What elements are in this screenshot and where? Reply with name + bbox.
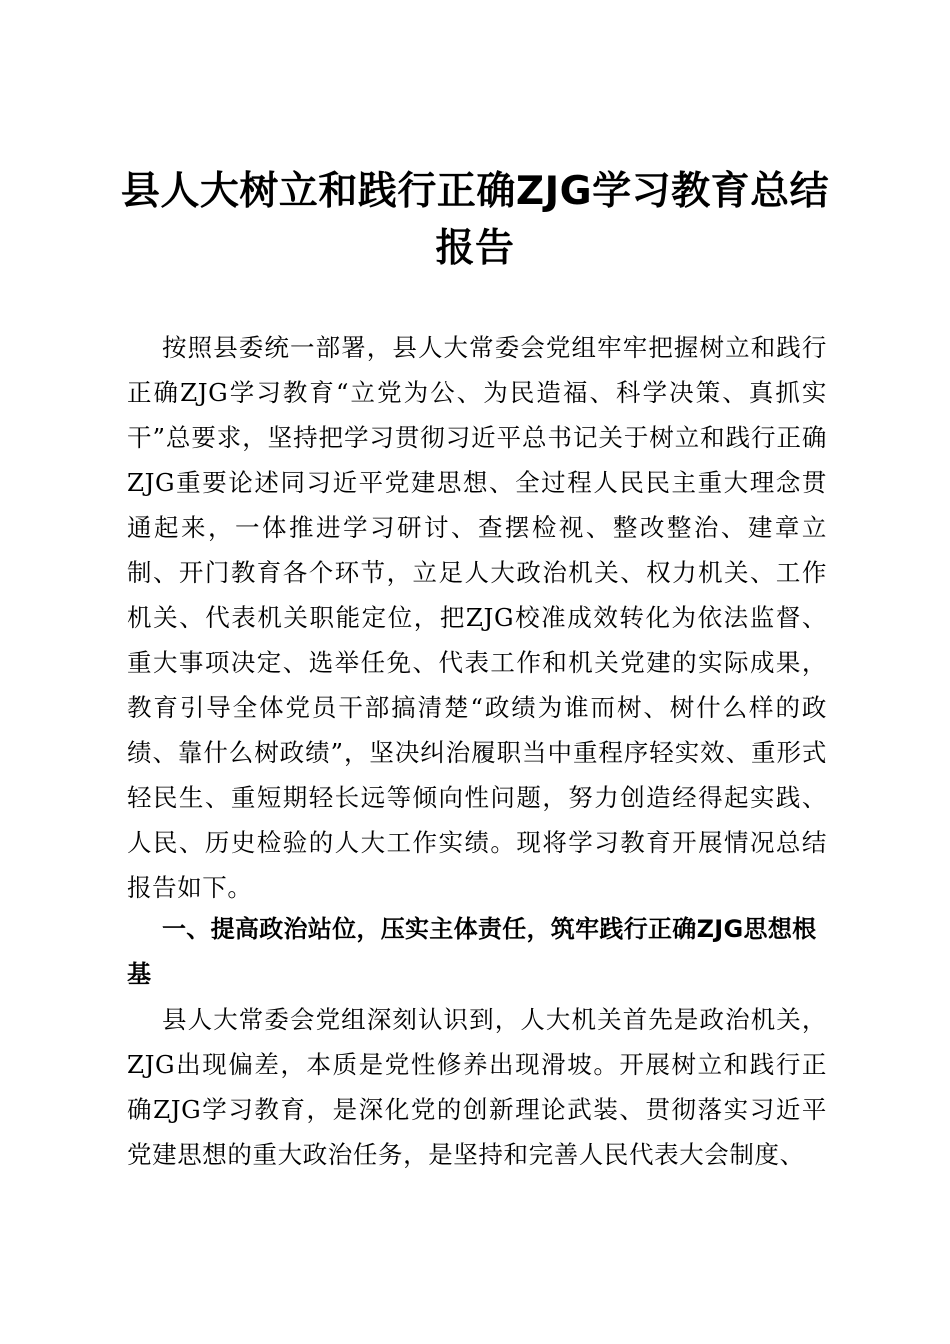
document-title: 县人大树立和践行正确ZJG学习教育总结报告	[120, 169, 830, 271]
paragraph-intro: 按照县委统一部署，县人大常委会党组牢牢把握树立和践行正确ZJG学习教育“立党为公、为民造福、科学决策、真抓实干”总要求，坚持把学习贯彻习近平总书记关于树立和践行正确ZJG重要论述同习近平党建思想、全过程人民民主重大理念贯通起来，一体推进学习研讨、查摆检视、整改整治、建章立制、开门教育各个环节，立足人大政治机关、权力机关、工作机关、代表机关职能定位，把ZJG校准成效转化为依法监督、重大事项决定、选举任免、代表工作和机关党建的实际成果，教育引导全体党员干部搞清楚“政绩为谁而树、树什么样的政绩、靠什么树政绩”，坚决纠治履职当中重程序轻实效、重形式轻民生、重短期轻长远等倾向性问题，努力创造经得起实践、人民、历史检验的人大工作实绩。现将学习教育开展情况总结报告如下。	[127, 333, 827, 902]
paragraph-section-1: 县人大常委会党组深刻认识到，人大机关首先是政治机关，ZJG出现偏差，本质是党性修养出现滑坡。开展树立和践行正确ZJG学习教育，是深化党的创新理论武装、贯彻落实习近平党建思想的重大政治任务，是坚持和完善人民代表大会制度、	[127, 1005, 827, 1169]
section-heading-1: 一、提高政治站位，压实主体责任，筑牢践行正确ZJG思想根基	[127, 915, 817, 988]
